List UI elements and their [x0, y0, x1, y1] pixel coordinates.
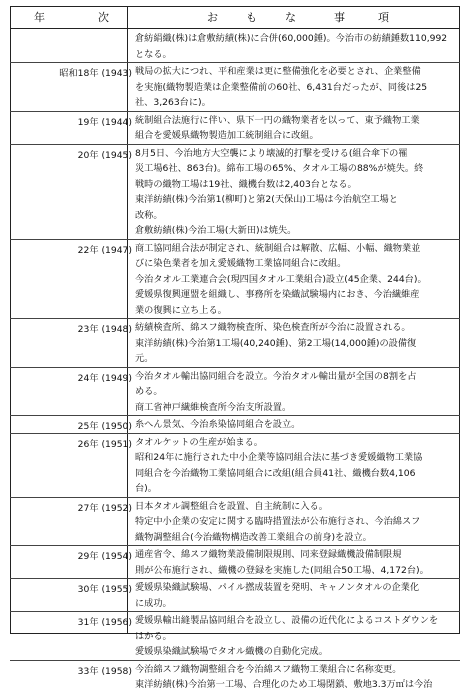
row-events [135, 64, 457, 111]
event-line: 愛媛県染織試験場、パイル撚成装置を発明、キャノンタオルの企業化 [135, 582, 420, 593]
row-events [135, 31, 457, 62]
row-events [135, 613, 457, 660]
event-line: 日本タオル調整組合を設置、自主統制に入る。 [135, 500, 328, 512]
event-line: 糸へん景気、今治糸染協同組合を設立。 [135, 419, 301, 430]
row-events [135, 146, 457, 239]
table-row [10, 30, 460, 63]
event-line: 東洋紡績(株)今治第一工場、合理化のため工場閉鎖、敷地3.3万㎡は今治 [135, 679, 433, 690]
row-year: 20年 (1945) [77, 149, 132, 161]
event-line: 同組合を今治織物工業協同組合に改組(組合員41社、織機台数4,106 [135, 467, 416, 479]
table-row [10, 145, 460, 240]
header-year-char-1: 年 [34, 11, 46, 24]
event-line: はかる。 [135, 630, 172, 642]
row-year: 31年 (1956) [77, 617, 132, 628]
event-line: 業の復興に立ち上る。 [135, 304, 227, 316]
row-events [135, 580, 457, 611]
header-divider [10, 28, 460, 29]
row-year: 30年 (1955) [77, 584, 132, 595]
event-line: 特定中小企業の安定に関する臨時措置法が公布施行され、今治綿スフ [135, 516, 421, 527]
event-line: 今治タオル工業連合会(現四国タオル工業組合)設立(45企業、244台)。 [135, 273, 427, 285]
table-row [10, 579, 460, 612]
row-year: 33年 (1958) [77, 665, 132, 677]
table-row [10, 63, 460, 112]
event-line: 商工協同組合法が制定され、統制組合は解散、広幅、小幅、織物業並 [135, 242, 421, 254]
event-line: 台)。 [135, 483, 157, 494]
event-line: 今治タオル輸出協同組合を設立。今治タオル輸出量が全国の8割を占 [135, 370, 417, 382]
event-line: 社、3,263台に)。 [135, 97, 211, 108]
event-line: 愛媛県輸出縫製品協同組合を設立し、設備の近代化によるコストダウンを [135, 615, 439, 626]
event-line: 紡績検査所、綿スフ織物検査所、染色検査所が今治に設置される。 [135, 322, 411, 333]
event-line: 倉紡絹織(株)は倉敷紡績(株)に合併(60,000錘)。今治市の紡績錘数110,992 [135, 33, 448, 44]
event-line: に成功。 [135, 597, 172, 609]
header-events-char-4: 事 [334, 11, 346, 24]
event-line: 今治綿スフ織物調整組合を今治綿スフ織物工業組合に名称変更。 [135, 663, 402, 675]
header-year-char-2: 次 [98, 11, 110, 24]
event-line: 戦時の織物工場は19社、織機台数は2,403台となる。 [135, 178, 357, 190]
table-row [10, 368, 460, 417]
header-events-char-1: お [207, 11, 219, 24]
table-row [10, 240, 460, 320]
table-row [10, 416, 460, 434]
event-line: タオルケットの生産が始まる。 [135, 436, 263, 448]
event-line: 元。 [135, 353, 154, 364]
row-events [135, 417, 457, 433]
table-row [10, 612, 460, 661]
row-events [135, 369, 457, 416]
table-row [10, 319, 460, 368]
table-row [10, 546, 460, 579]
row-year: 23年 (1948) [77, 324, 132, 335]
event-line: 組合を愛媛県織物製造加工統制組合に改組。 [135, 130, 319, 141]
event-line: 織物調整組合(今治織物構造改善工業組合の前身)を設立。 [135, 531, 372, 543]
row-year: 29年 (1954) [77, 551, 132, 562]
event-line: 統制組合法施行に伴い、県下一円の織物業者を以って、東予織物工業 [135, 114, 420, 126]
table-row [10, 434, 460, 498]
event-line: 昭和24年に施行された中小企業等協同組合法に基づき愛媛織物工業協 [135, 452, 423, 463]
table-row [10, 112, 460, 145]
event-line: 倉敷紡績(株)今治工場(大新田)は焼失。 [135, 225, 297, 236]
row-events [135, 499, 457, 546]
event-line: 東洋紡績(株)今治第1工場(40,240錘)、第2工場(14,000錘)の設備復 [135, 337, 417, 349]
event-line: 8月5日、今治地方大空襲により壊滅的打撃を受ける(組合傘下の罹 [135, 147, 408, 159]
event-line: を実施(織物製造業は企業整備前の60社、6,431台だったが、同後は25 [135, 81, 428, 93]
row-year: 22年 (1947) [77, 244, 132, 256]
table-row [10, 498, 460, 547]
header-events-char-3: な [285, 11, 297, 24]
event-line: となる。 [135, 48, 172, 60]
header-events-char-5: 項 [378, 11, 390, 24]
event-line: 災工場6社、863台)。綿布工場の65%、タオル工場の88%が焼失。終 [135, 163, 424, 174]
row-year: 24年 (1949) [77, 372, 132, 384]
row-year: 19年 (1944) [77, 116, 132, 128]
event-line: 商工省神戸繊維検査所今治支所設置。 [135, 401, 292, 413]
event-line: 則が公布施行され、織機の登録を実施した(同組合50工場、4,172台)。 [135, 564, 429, 576]
row-year: 26年 (1951) [77, 438, 132, 450]
event-line: 愛媛県染織試験場でタオル織機の自動化完成。 [135, 646, 328, 657]
event-line: 改称。 [135, 209, 163, 221]
event-line: 戦局の拡大につれ、平和産業は更に整備強化を必要とされ、企業整備 [135, 66, 421, 77]
row-events [135, 435, 457, 497]
row-events [135, 547, 457, 578]
event-line: 愛媛県復興運盟を組織し、事務所を染織試験場内におき、今治繊維産 [135, 289, 420, 300]
row-events [135, 662, 457, 693]
row-year: 25年 (1950) [77, 421, 132, 432]
row-events [135, 241, 457, 319]
event-line: 東洋紡績(株)今治第1(柳町)と第2(天保山)工場は今治航空工場と [135, 194, 398, 205]
header-events-char-2: も [246, 11, 258, 24]
row-events [135, 113, 457, 144]
row-year: 27年 (1952) [77, 502, 132, 514]
row-year: 昭和18年 (1943) [59, 68, 132, 79]
event-line: める。 [135, 386, 163, 397]
row-events [135, 320, 457, 367]
table-row [10, 661, 460, 694]
event-line: 通産省令、綿スフ織物業設備制限規則、同来登録織機設備制限規 [135, 549, 402, 560]
event-line: びに染色業者を加え愛媛織物工業協同組合に改組。 [135, 258, 347, 269]
